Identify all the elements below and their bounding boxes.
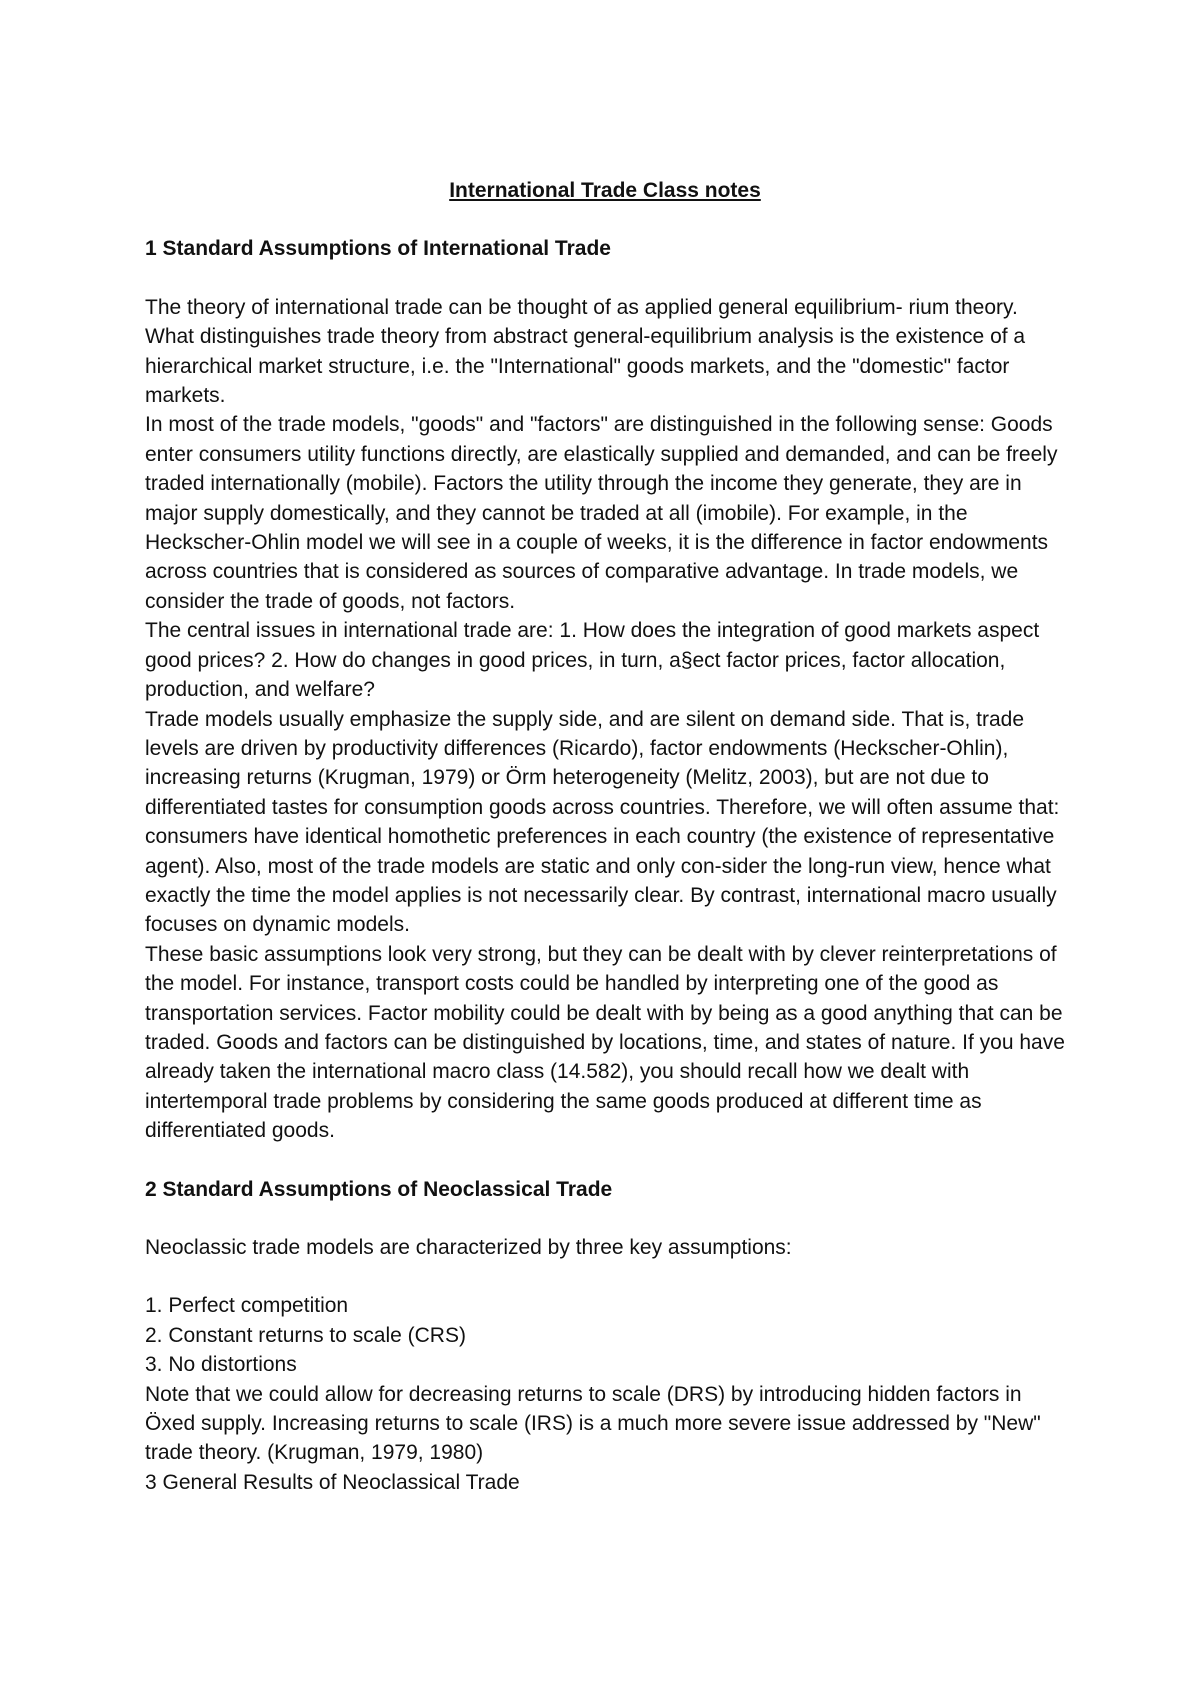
spacer (145, 1146, 1065, 1175)
section-1-paragraph-3: The central issues in international trade are: 1. How does the integration of good markets aspect good prices? 2. How do changes in good prices, in turn, a§ect factor prices, factor allocation, production, and welfare? (145, 619, 1040, 702)
document-title: International Trade Class notes (449, 179, 761, 202)
section-2-intro: Neoclassic trade models are characterized by three key assumptions: (145, 1236, 792, 1259)
section-1-paragraph-5: These basic assumptions look very strong, but they can be dealt with by clever reinterpretations of the model. For instance, transport costs could be handled by interpreting one of the good as transportation services. Factor mobility could be dealt with by being as a good anything that can be traded. Goods and factors can be distinguished by locations, time, and states of nature. If you have already taken the international macro class (14.582), you should recall how we dealt with intertemporal trade problems by considering the same goods produced at different time as differentiated goods. (145, 942, 1065, 1143)
section-1-paragraph-4: Trade models usually emphasize the supply side, and are silent on demand side. That is, trade levels are driven by productivity differences (Ricardo), factor endowments (Heckscher-Ohlin), increasing returns (Krugman, 1979) or Örm heterogeneity (Melitz, 2003), but are not due to differentiated tastes for consumption goods across countries. Therefore, we will often assume that: consumers have identical homothetic preferences in each country (the existence of representative agent). Also, most of the trade models are static and only con-sider the long-run view, hence what exactly the time the model applies is not necessarily clear. By contrast, international macro usually focuses on dynamic models. (145, 707, 1060, 937)
list-item: 2. Constant returns to scale (CRS) (145, 1323, 466, 1347)
list-item: 1. Perfect competition (145, 1294, 349, 1318)
section-1-heading: 1 Standard Assumptions of International Trade (145, 237, 611, 261)
section-1-paragraph-2: In most of the trade models, "goods" and "factors" are distinguished in the following sense: Goods enter consumers utility functions directly, are elastically supplied and demanded, and can be freely traded internationally (mobile). Factors the utility through the income they generate, they are in major supply domestically, and they cannot be traded at all (imobile). For example, in the Heckscher-Ohlin model we will see in a couple of weeks, it is the difference in factor endowments across countries that is considered as sources of comparative advantage. In trade models, we consider the trade of goods, not factors. (145, 413, 1058, 613)
assumptions-list (145, 1291, 1065, 1379)
section-3-heading: 3 General Results of Neoclassical Trade (145, 1470, 520, 1494)
section-1-paragraph-1: The theory of international trade can be thought of as applied general equilibrium- rium theory. What distinguishes trade theory from abstract general-equilibrium analysis is the existence of a hierarchical market structure, i.e. the "International" goods markets, and the "domestic" factor markets. (145, 295, 1026, 408)
section-2-note: Note that we could allow for decreasing returns to scale (DRS) by introducing hidden factors in Öxed supply. Increasing returns to scale (IRS) is a much more severe issue addressed by "New" trade theory. (Krugman, 1979, 1980) (145, 1382, 1041, 1465)
spacer (145, 1262, 1065, 1291)
section-2-heading: 2 Standard Assumptions of Neoclassical Trade (145, 1177, 613, 1201)
document-content (145, 176, 1065, 1497)
list-item: 3. No distortions (145, 1353, 297, 1377)
